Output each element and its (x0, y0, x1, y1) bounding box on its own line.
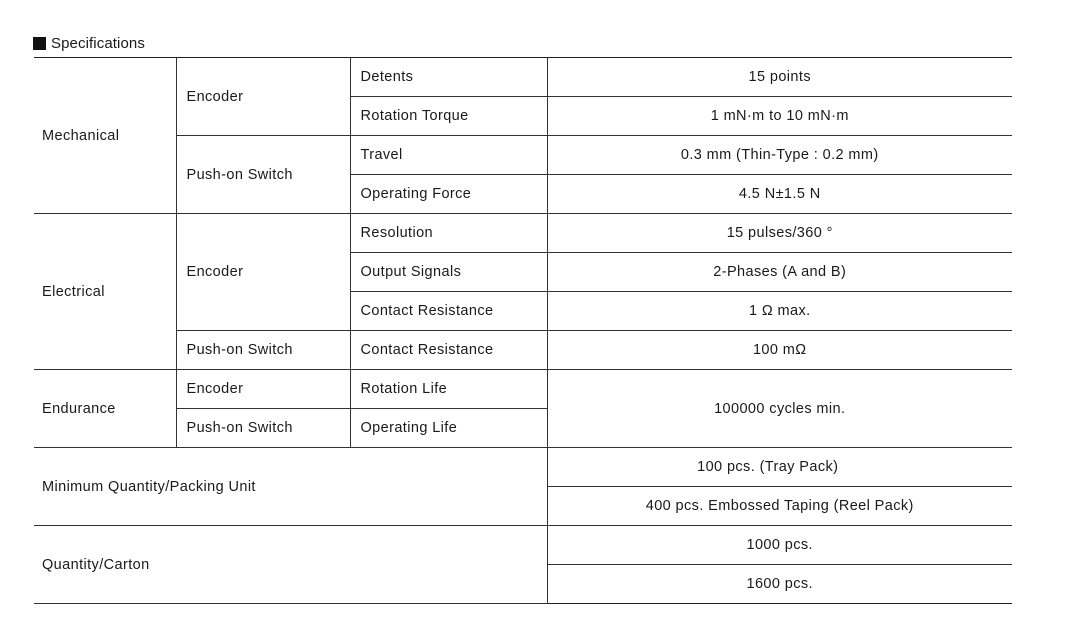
value-detents: 15 points (547, 58, 1012, 97)
item-rotation-life: Rotation Life (350, 370, 547, 409)
category-electrical: Electrical (34, 214, 176, 370)
item-resolution: Resolution (350, 214, 547, 253)
category-min-quantity: Minimum Quantity/Packing Unit (34, 448, 547, 526)
table-row (34, 58, 1012, 97)
section-title-text: Specifications (51, 34, 145, 52)
section-title (33, 33, 145, 53)
table-row (34, 448, 1012, 487)
subcategory-encoder: Encoder (176, 370, 350, 409)
value-rotation-torque: 1 mN·m to 10 mN·m (547, 97, 1012, 136)
category-endurance: Endurance (34, 370, 176, 448)
subcategory-push-switch: Push-on Switch (176, 136, 350, 214)
value-contact-resistance: 1 Ω max. (547, 292, 1012, 331)
value-operating-force: 4.5 N±1.5 N (547, 175, 1012, 214)
subcategory-encoder: Encoder (176, 214, 350, 331)
table-row (34, 526, 1012, 565)
item-travel: Travel (350, 136, 547, 175)
category-quantity-carton: Quantity/Carton (34, 526, 547, 604)
subcategory-push-switch: Push-on Switch (176, 331, 350, 370)
specifications-table (34, 57, 1012, 604)
value-resolution: 15 pulses/360 ° (547, 214, 1012, 253)
table-row (34, 136, 1012, 175)
item-rotation-torque: Rotation Torque (350, 97, 547, 136)
value-output-signals: 2-Phases (A and B) (547, 253, 1012, 292)
value-carton-1: 1000 pcs. (547, 526, 1012, 565)
table-row (34, 370, 1012, 409)
item-operating-life: Operating Life (350, 409, 547, 448)
item-output-signals: Output Signals (350, 253, 547, 292)
value-travel: 0.3 mm (Thin-Type : 0.2 mm) (547, 136, 1012, 175)
value-carton-2: 1600 pcs. (547, 565, 1012, 604)
category-mechanical: Mechanical (34, 58, 176, 214)
item-contact-resistance: Contact Resistance (350, 331, 547, 370)
square-bullet-icon (33, 37, 46, 50)
subcategory-encoder: Encoder (176, 58, 350, 136)
item-operating-force: Operating Force (350, 175, 547, 214)
table-row (34, 214, 1012, 253)
value-reel-pack: 400 pcs. Embossed Taping (Reel Pack) (547, 487, 1012, 526)
item-contact-resistance: Contact Resistance (350, 292, 547, 331)
table-row (34, 331, 1012, 370)
value-endurance: 100000 cycles min. (547, 370, 1012, 448)
value-tray-pack: 100 pcs. (Tray Pack) (547, 448, 1012, 487)
value-contact-resistance: 100 mΩ (547, 331, 1012, 370)
item-detents: Detents (350, 58, 547, 97)
subcategory-push-switch: Push-on Switch (176, 409, 350, 448)
